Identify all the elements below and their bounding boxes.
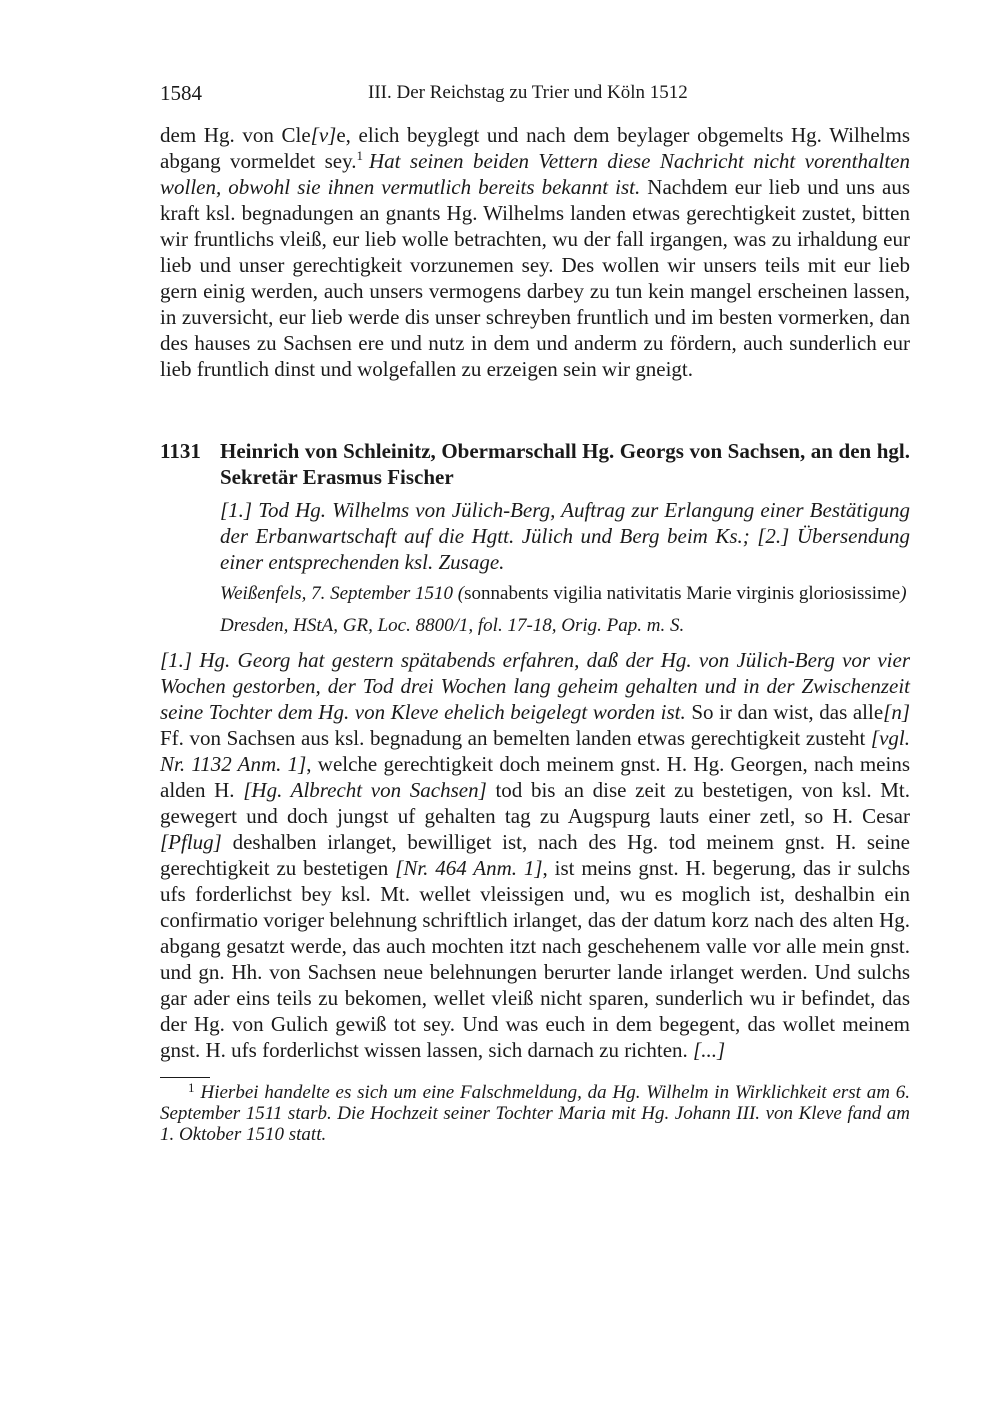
running-title: III. Der Reichstag zu Trier und Köln 1512 <box>368 82 688 103</box>
text-segment: Nachdem eur lieb und uns aus kraft ksl. begnadungen an gnants Hg. Wilhelms landen etwas gerechtigkeit zustet, bitten wir fruntlichs vleiß, eur lieb wolle betrachten, wu der fall irgangen, was zu irhaldung eur lieb und unser gerechtigkeit vorzunemen sey. Des wollen wir unsers teils mit eur lieb gern einig werden, auch unsers vermogens darbey zu tun kein mangel erscheinen lassen, in zuversicht, eur lieb werde dis unser schreyben fruntlich und im besten vormerken, dan des hauses zu Sachsen ere und nutz in dem und anderm zu fördern, auch sunderlich eur lieb fruntlich dinst und wolgefallen zu erzeigen sein wir gneigt. <box>160 175 910 381</box>
footnote-number: 1 <box>188 1080 195 1095</box>
text-segment: deshalben irlanget, bewilliget ist, nach des Hg. tod meinem gnst. H. seine gerechtigkeit zu bestetigen <box>160 830 910 880</box>
editorial-summary: Hat seinen beiden Vettern diese Nachricht nicht vorenthalten wollen, obwohl sie ihnen vermutlich bereits bekannt ist. <box>160 149 910 199</box>
dating-original: sonnabents vigilia nativitatis Marie virginis gloriosissime <box>464 583 901 604</box>
footnote-reference[interactable]: 1 <box>356 148 363 163</box>
document-regest: [1.] Tod Hg. Wilhelms von Jülich-Berg, Auftrag zur Erlangung einer Bestätigung der Erbanwartschaft auf die Hgtt. Jülich und Berg beim Ks.; [2.] Übersendung einer entsprechenden ksl. Zusage. <box>220 498 910 574</box>
omission-marker: [...] <box>693 1038 726 1062</box>
text-segment: dem Hg. von Cle <box>160 123 311 147</box>
editorial-insertion: [Hg. Albrecht von Sachsen] <box>243 778 487 802</box>
document-dating <box>160 583 910 605</box>
dating-close: ) <box>900 583 907 604</box>
text-segment: , welche gerechtigkeit doch meinem gnst. H. Hg. Georgen, nach meins alden H. <box>160 752 910 802</box>
footnote-text: Hierbei handelte es sich um eine Falschmeldung, da Hg. Wilhelm in Wirklichkeit erst am 6. September 1511 starb. Die Hochzeit seiner Tochter Maria mit Hg. Johann III. von Kleve fand am 1. Oktober 1510 statt. <box>160 1082 910 1145</box>
text-segment: , ist meins gnst. H. begerung, das ir sulchs ufs forderlichst bey ksl. Mt. wellet vleissigen und, wu es moglich ist, deshalbin ein confirmatio voriger belehnung schriftlich irlanget, das der datum korz nach des alten Hg. abgang gesatzt werde, das auch mochten itzt nach geschehenem valle vor alle mein gnst. und gn. Hh. von Sachsen neue belehnungen berurter lande irlanget werden. Und sulchs gar ader eins teils zu bekomen, wellet vleiß nicht sparen, sunderlich wu ir befindet, das der Hg. von Gulich gewiß tot sey. Und was euch in dem begegent, das wollet meinem gnst. H. ufs forderlichst wissen lassen, sich darnach zu richten. <box>160 856 910 1062</box>
dating-place-date: Weißenfels, 7. September 1510 ( <box>220 583 465 604</box>
editorial-insertion: [Pflug] <box>160 830 222 854</box>
text-segment: So ir dan wist, das alle <box>685 700 884 724</box>
document-number: 1131 <box>160 439 201 463</box>
text-segment: tod bis an dise zeit zu bestetigen, von ksl. Mt. gewegert und doch jungst uf gehalten tag zu Augspurg lauts einer zetl, so H. Cesar <box>160 778 910 828</box>
page-number: 1584 <box>160 81 202 105</box>
footnote-divider <box>160 1077 210 1078</box>
document-heading <box>160 438 910 490</box>
editorial-insertion: [v] <box>310 123 337 147</box>
cross-reference: [Nr. 464 Anm. 1] <box>395 856 543 880</box>
document-title: Heinrich von Schleinitz, Obermarschall Hg. Georgs von Sachsen, an den hgl. Sekretär Erasmus Fischer <box>220 439 910 489</box>
cross-reference: [vgl. Nr. 1132 Anm. 1] <box>160 726 910 776</box>
text-segment: Ff. von Sachsen aus ksl. begnadung an bemelten landen etwas gerechtigkeit zusteht <box>160 726 871 750</box>
continuation-paragraph <box>160 122 910 382</box>
letter-text <box>160 647 910 1063</box>
footnote <box>160 1082 910 1145</box>
document-page <box>160 78 910 1145</box>
editorial-summary: [1.] Hg. Georg hat gestern spätabends erfahren, daß der Hg. von Jülich-Berg vor vier Wochen gestorben, der Tod drei Wochen lang geheim gehalten und in der Zwischenzeit seine Tochter dem Hg. von Kleve ehelich beigelegt worden ist. <box>160 648 910 724</box>
text-segment: e, elich beyglegt und nach dem beylager obgemelts Hg. Wilhelms abgang vormeldet sey. <box>160 123 911 173</box>
document-source: Dresden, HStA, GR, Loc. 8800/1, fol. 17-18, Orig. Pap. m. S. <box>220 615 685 636</box>
running-head <box>160 78 910 108</box>
editorial-insertion: [n] <box>883 700 911 724</box>
